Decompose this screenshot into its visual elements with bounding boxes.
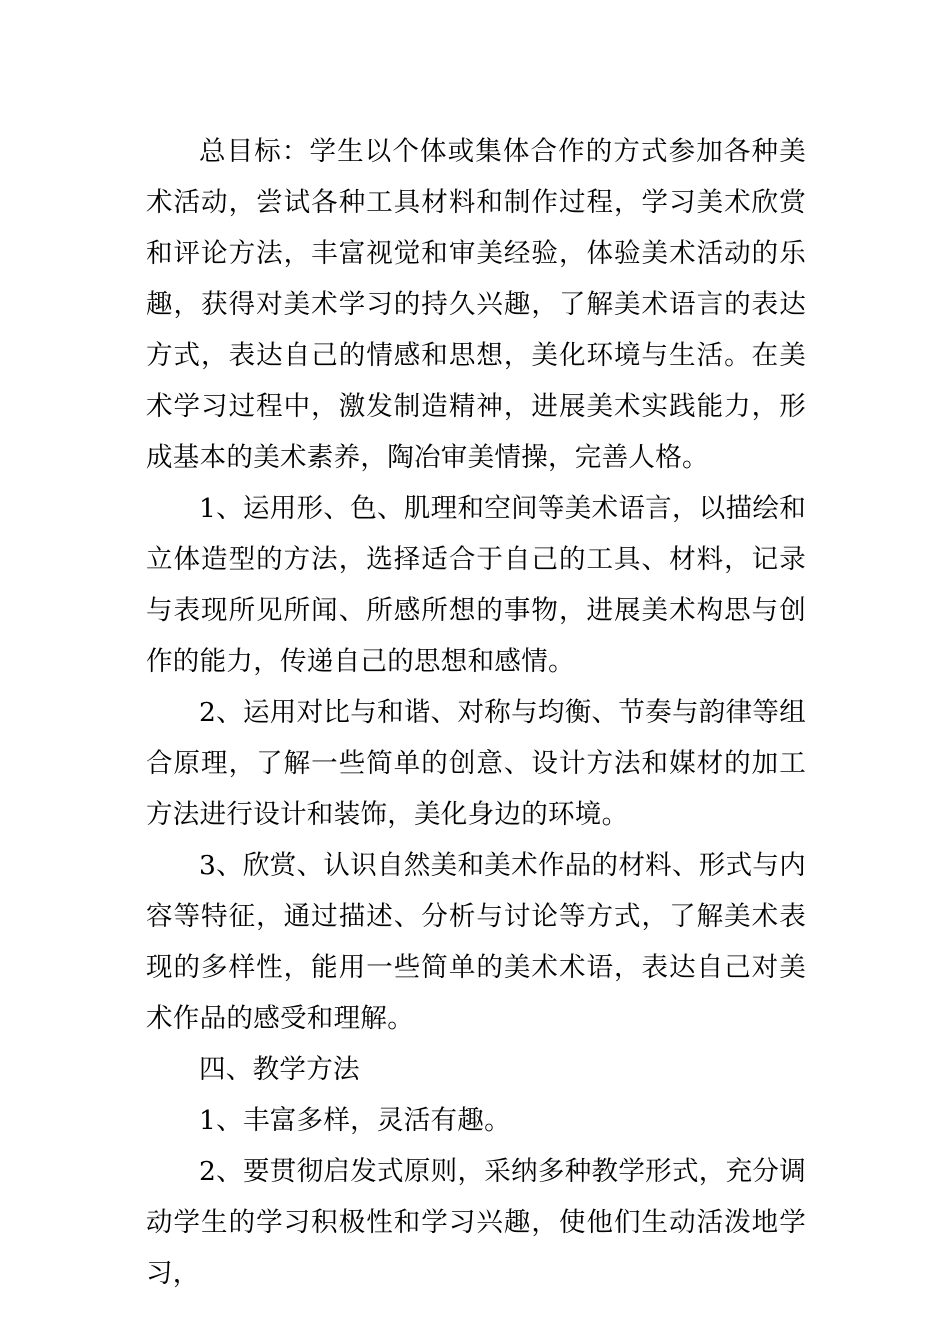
paragraph-method-2: 2、要贯彻启发式原则，采纳多种教学形式，充分调动学生的学习积极性和学习兴趣，使他们生动活泼地学习， <box>146 1156 806 1289</box>
paragraph-method-1: 1、丰富多样，灵活有趣。 <box>199 1105 511 1136</box>
section-heading-teaching-methods: 四、教学方法 <box>199 1054 360 1085</box>
paragraph-goal-3: 3、欣赏、认识自然美和美术作品的材料、形式与内容等特征，通过描述、分析与讨论等方式，了解美术表现的多样性，能用一些简单的美术术语，表达自己对美术作品的感受和理解。 <box>146 850 806 1034</box>
paragraph-goal-2: 2、运用对比与和谐、对称与均衡、节奏与韵律等组合原理，了解一些简单的创意、设计方法和媒材的加工方法进行设计和装饰，美化身边的环境。 <box>146 697 806 830</box>
paragraph-goal-1: 1、运用形、色、肌理和空间等美术语言，以描绘和立体造型的方法，选择适合于自己的工具、材料，记录与表现所见所闻、所感所想的事物，进展美术构思与创作的能力，传递自己的思想和感情。 <box>146 493 806 677</box>
paragraph-overall-goal: 总目标：学生以个体或集体合作的方式参加各种美术活动，尝试各种工具材料和制作过程，学习美术欣赏和评论方法，丰富视觉和审美经验，体验美术活动的乐趣，获得对美术学习的持久兴趣，了解美术语言的表达方式，表达自己的情感和思想，美化环境与生活。在美术学习过程中，激发制造精神，进展美术实践能力，形成基本的美术素养，陶冶审美情操，完善人格。 <box>146 136 806 473</box>
document-page <box>146 126 806 1299</box>
